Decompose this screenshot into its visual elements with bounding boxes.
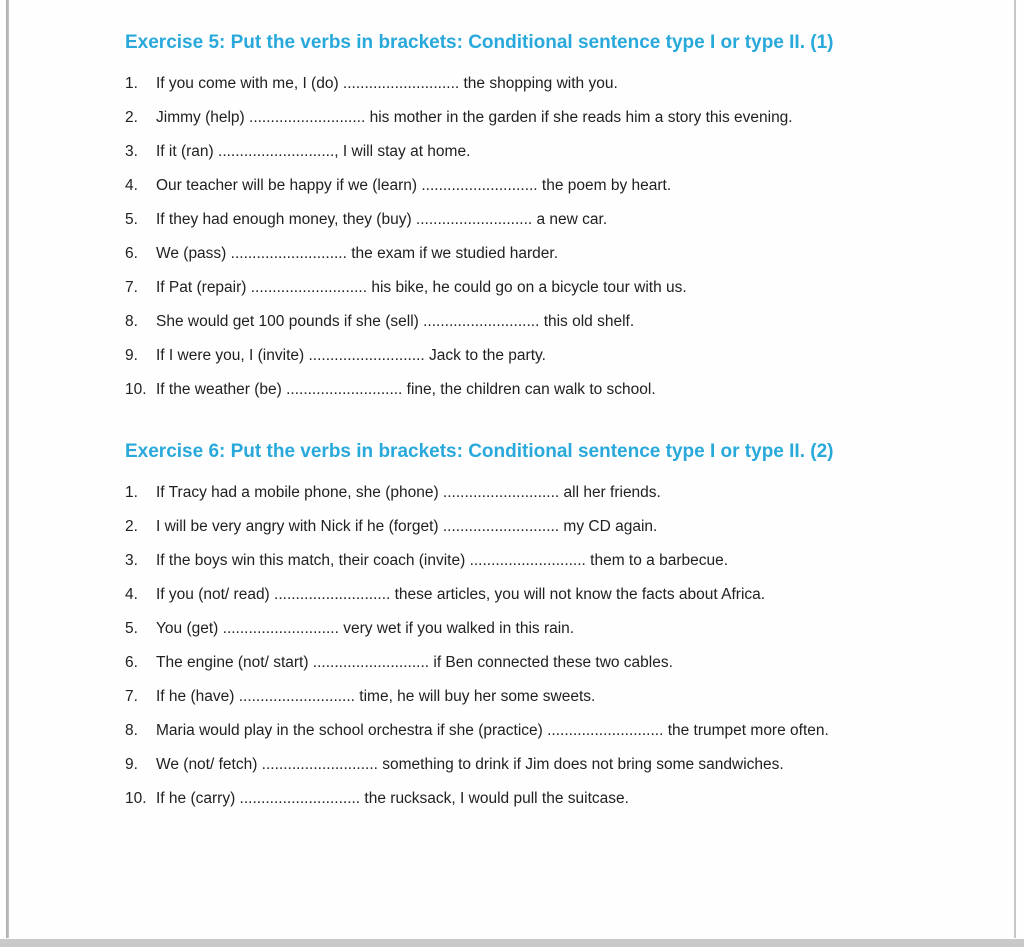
page-edge-right	[1014, 0, 1016, 938]
exercise-item	[125, 308, 868, 335]
item-number: 5.	[125, 211, 138, 228]
item-number: 7.	[125, 279, 138, 296]
item-text: Maria would play in the school orchestra if she (practice) ........................... the trumpet more often.	[156, 722, 829, 739]
exercise-item	[125, 751, 868, 778]
exercise-item	[125, 240, 868, 267]
worksheet-content	[125, 30, 900, 819]
item-text: If the boys win this match, their coach (invite) ........................... them to a barbecue.	[156, 552, 729, 569]
item-text: If I were you, I (invite) ........................... Jack to the party.	[156, 347, 546, 364]
page-edge-bottom	[0, 939, 1024, 947]
item-text: Our teacher will be happy if we (learn) ........................... the poem by heart.	[156, 177, 672, 194]
item-text: She would get 100 pounds if she (sell) ........................... this old shelf.	[156, 313, 635, 330]
item-number: 9.	[125, 756, 138, 773]
exercise-item	[125, 70, 868, 97]
item-number: 10.	[125, 381, 147, 398]
item-number: 1.	[125, 75, 138, 92]
item-number: 4.	[125, 586, 138, 603]
item-text: Jimmy (help) ........................... his mother in the garden if she reads him a story this evening.	[156, 109, 793, 126]
exercise-item	[125, 513, 868, 540]
item-text: We (pass) ........................... the exam if we studied harder.	[156, 245, 559, 262]
item-text: You (get) ........................... very wet if you walked in this rain.	[156, 620, 575, 637]
exercise-item	[125, 274, 868, 301]
item-text: I will be very angry with Nick if he (forget) ........................... my CD again.	[156, 518, 658, 535]
exercise-item	[125, 342, 868, 369]
item-number: 4.	[125, 177, 138, 194]
exercise-item	[125, 479, 868, 506]
item-text: If you (not/ read) ........................... these articles, you will not know the facts about Africa.	[156, 586, 766, 603]
exercise-item-list	[125, 70, 868, 403]
item-text: The engine (not/ start) ........................... if Ben connected these two cables.	[156, 654, 673, 671]
exercise-item	[125, 615, 868, 642]
item-number: 6.	[125, 654, 138, 671]
item-text: If Pat (repair) ........................... his bike, he could go on a bicycle tour with us.	[156, 279, 687, 296]
item-text: We (not/ fetch) ........................... something to drink if Jim does not bring some sandwiches.	[156, 756, 784, 773]
item-number: 10.	[125, 790, 147, 807]
exercise-item-list	[125, 479, 868, 812]
item-text: If you come with me, I (do) ........................... the shopping with you.	[156, 75, 618, 92]
item-number: 3.	[125, 552, 138, 569]
page-edge-left	[6, 0, 9, 938]
item-text: If he (carry) ............................ the rucksack, I would pull the suitcase.	[156, 790, 629, 807]
exercise-6	[125, 439, 900, 812]
exercise-item	[125, 785, 868, 812]
exercise-item	[125, 547, 868, 574]
item-number: 5.	[125, 620, 138, 637]
exercise-title: Exercise 5: Put the verbs in brackets: Conditional sentence type I or type II. (1)	[125, 32, 834, 53]
exercise-item	[125, 683, 868, 710]
exercise-item	[125, 717, 868, 744]
item-number: 2.	[125, 109, 138, 126]
exercise-item	[125, 104, 868, 131]
item-text: If they had enough money, they (buy) ........................... a new car.	[156, 211, 608, 228]
exercise-item	[125, 649, 868, 676]
item-number: 2.	[125, 518, 138, 535]
item-number: 1.	[125, 484, 138, 501]
item-text: If the weather (be) ........................... fine, the children can walk to school.	[156, 381, 656, 398]
item-text: If it (ran) ..........................., I will stay at home.	[156, 143, 471, 160]
exercise-title: Exercise 6: Put the verbs in brackets: Conditional sentence type I or type II. (2)	[125, 441, 834, 462]
item-number: 7.	[125, 688, 138, 705]
item-text: If he (have) ........................... time, he will buy her some sweets.	[156, 688, 596, 705]
exercise-item	[125, 581, 868, 608]
item-number: 8.	[125, 722, 138, 739]
item-number: 3.	[125, 143, 138, 160]
item-number: 6.	[125, 245, 138, 262]
exercise-5	[125, 30, 900, 403]
exercise-item	[125, 172, 868, 199]
exercise-item	[125, 138, 868, 165]
item-text: If Tracy had a mobile phone, she (phone) ........................... all her friends.	[156, 484, 661, 501]
exercise-item	[125, 206, 868, 233]
exercise-item	[125, 376, 868, 403]
item-number: 8.	[125, 313, 138, 330]
item-number: 9.	[125, 347, 138, 364]
